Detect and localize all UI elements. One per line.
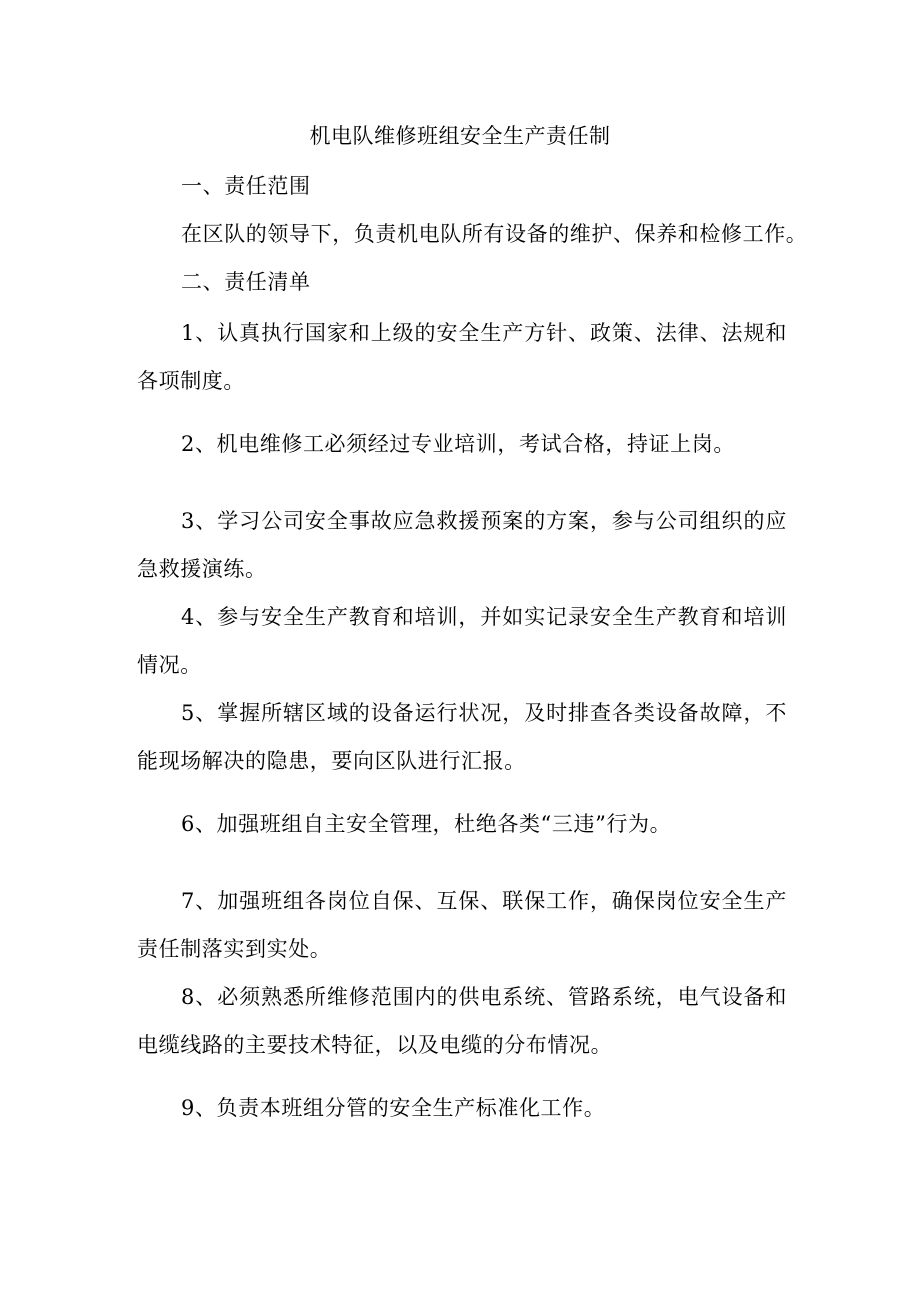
list-item-9: 9、负责本班组分管的安全生产标准化工作。 <box>181 1096 606 1120</box>
list-item-8: 8、必须熟悉所维修范围内的供电系统、管路系统，电气设备和电缆线路的主要技术特征，以及电缆的分布情况。 <box>137 985 787 1057</box>
section-heading-list: 二、责任清单 <box>181 270 311 294</box>
list-item-4: 4、参与安全生产教育和培训，并如实记录安全生产教育和培训情况。 <box>137 605 787 677</box>
list-item-2: 2、机电维修工必须经过专业培训，考试合格，持证上岗。 <box>181 432 735 456</box>
list-item-3: 3、学习公司安全事故应急救援预案的方案，参与公司组织的应急救援演练。 <box>137 509 787 581</box>
list-item-7: 7、加强班组各岗位自保、互保、联保工作，确保岗位安全生产责任制落实到实处。 <box>137 889 787 961</box>
list-item-5: 5、掌握所辖区域的设备运行状况，及时排查各类设备故障，不能现场解决的隐患，要向区队进行汇报。 <box>137 701 787 773</box>
section-text-scope: 在区队的领导下，负责机电队所有设备的维护、保养和检修工作。 <box>181 222 808 246</box>
list-item-1: 1、认真执行国家和上级的安全生产方针、政策、法律、法规和各项制度。 <box>137 321 787 393</box>
list-item-6: 6、加强班组自主安全管理，杜绝各类“三违”行为。 <box>181 812 672 836</box>
section-heading-scope: 一、责任范围 <box>181 174 311 198</box>
document-title: 机电队维修班组安全生产责任制 <box>309 124 611 148</box>
